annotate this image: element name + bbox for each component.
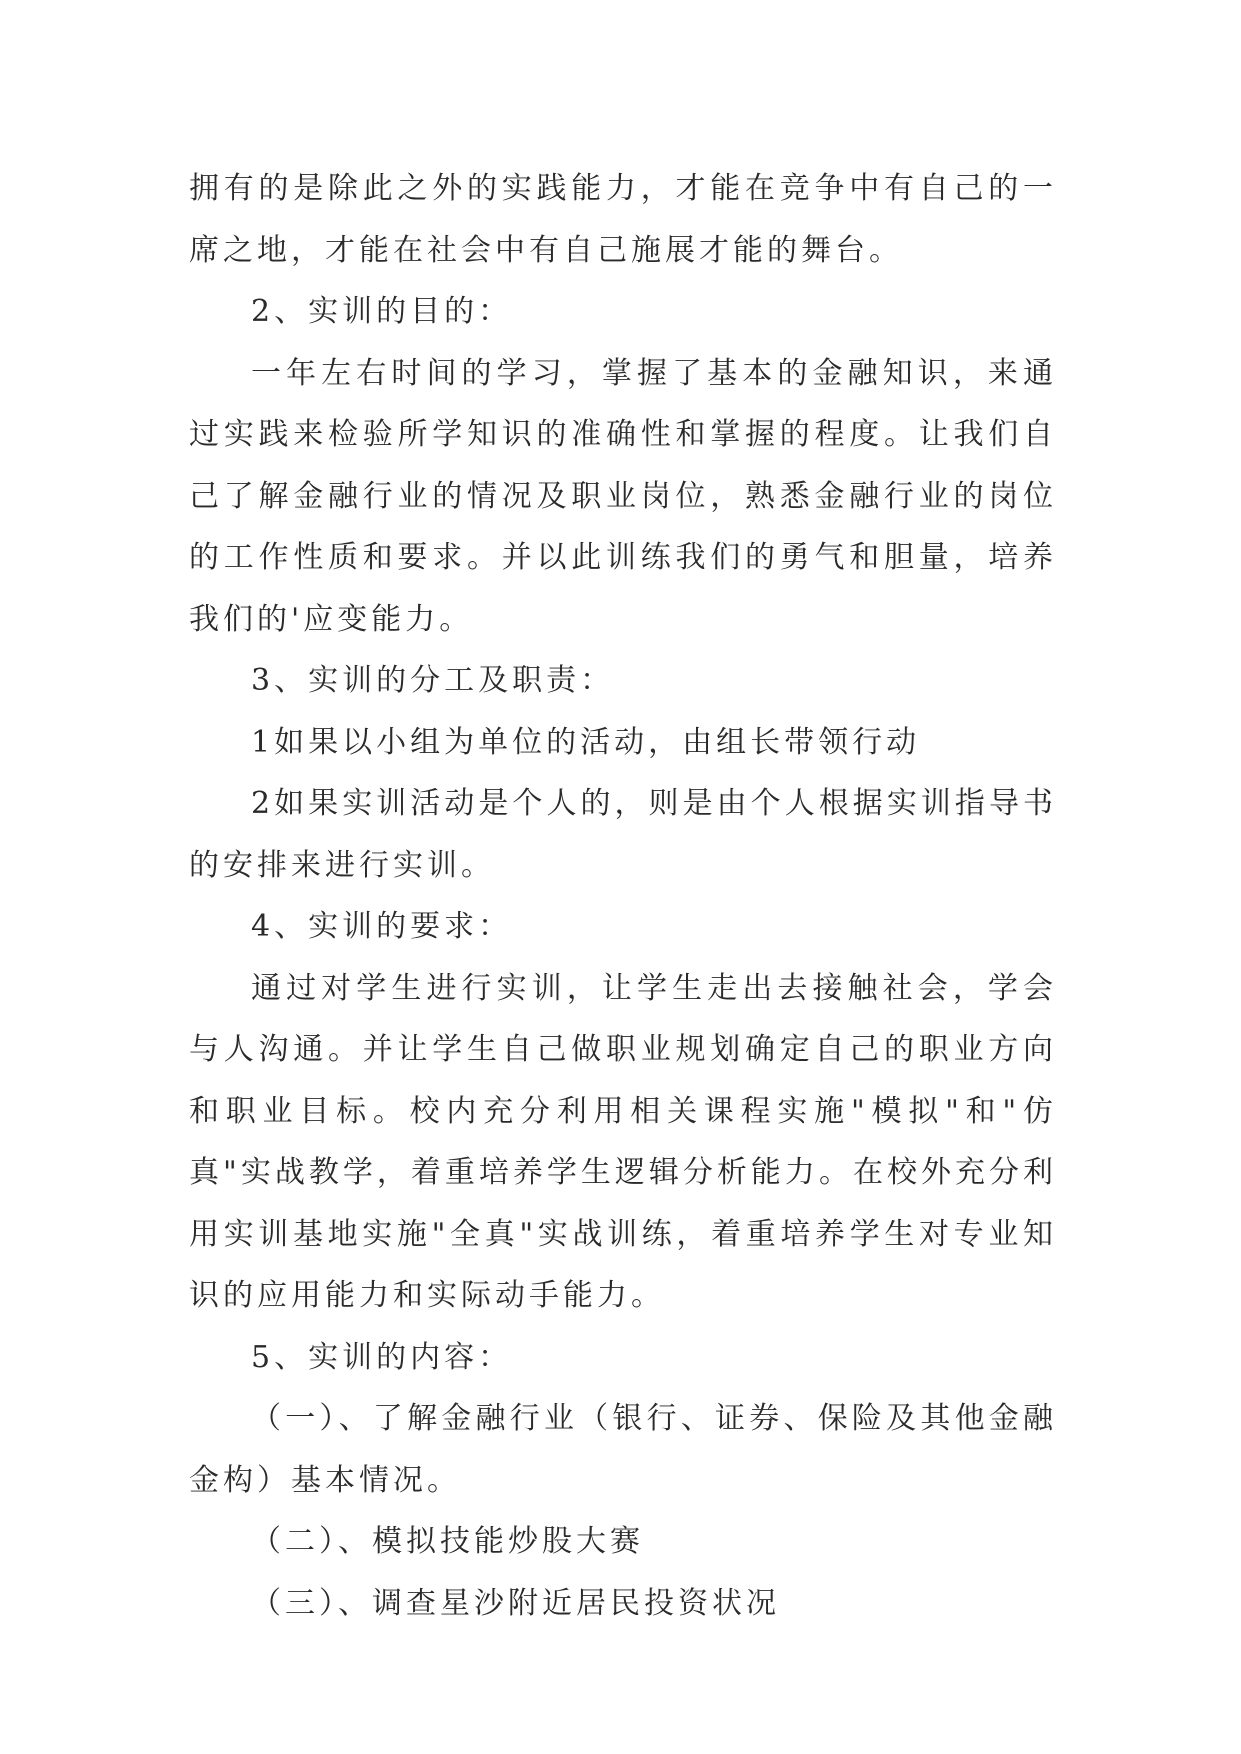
heading-division-duties: 3、实训的分工及职责：	[251, 663, 615, 698]
content-item-2: （二）、模拟技能炒股大赛	[251, 1524, 644, 1559]
heading-training-purpose: 2、实训的目的：	[251, 294, 513, 329]
heading-training-requirements: 4、实训的要求：	[251, 909, 513, 944]
heading-training-content: 5、实训的内容：	[251, 1339, 513, 1375]
paragraph-duty-group: 1如果以小组为单位的活动，由组长带领行动	[251, 724, 921, 760]
body-text	[189, 158, 1057, 1634]
paragraph-duty-individual: 2如果实训活动是个人的，则是由个人根据实训指导书的安排来进行实训。	[189, 786, 1057, 883]
paragraph-training-requirements: 通过对学生进行实训，让学生走出去接触社会，学会与人沟通。并让学生自己做职业规划确定自己的职业方向和职业目标。校内充分利用相关课程实施"模拟"和"仿真"实战教学，着重培养学生逻辑分析能力。在校外充分利用实训基地实施"全真"实战训练，着重培养学生对专业知识的应用能力和实际动手能力。	[189, 970, 1057, 1313]
paragraph-intro-continuation: 拥有的是除此之外的实践能力，才能在竞争中有自己的一席之地，才能在社会中有自己施展才能的舞台。	[189, 171, 1057, 268]
paragraph-training-purpose: 一年左右时间的学习，掌握了基本的金融知识，来通过实践来检验所学知识的准确性和掌握的程度。让我们自己了解金融行业的情况及职业岗位，熟悉金融行业的岗位的工作性质和要求。并以此训练我们的勇气和胆量，培养我们的'应变能力。	[189, 355, 1057, 637]
content-item-1: （一）、了解金融行业（银行、证券、保险及其他金融金构）基本情况。	[189, 1401, 1057, 1498]
content-item-3: （三）、调查星沙附近居民投资状况	[251, 1585, 780, 1621]
